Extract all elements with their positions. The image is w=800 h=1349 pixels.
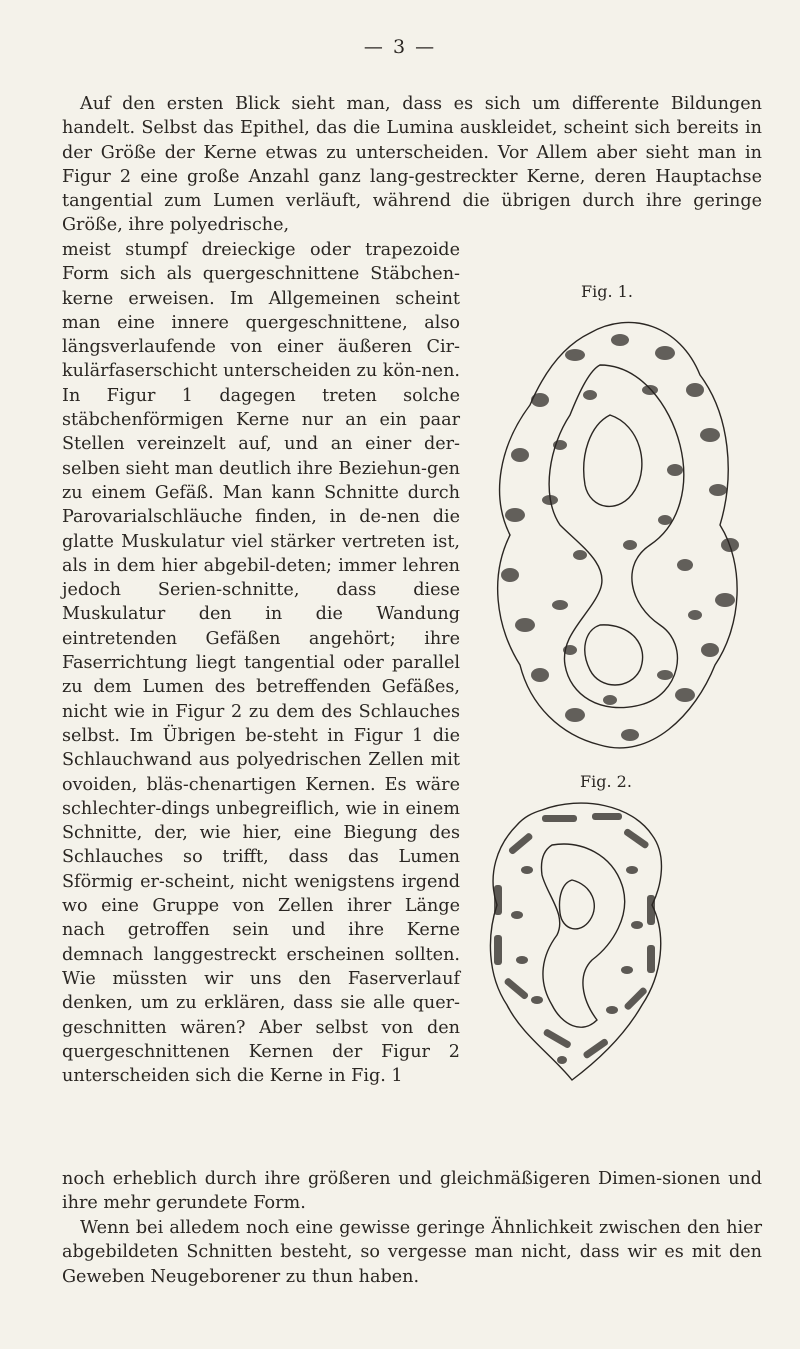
paragraph-1-column-text: meist stumpf dreieckige oder trapezoide Form sich als quergeschnittene Stäbchen-kerne erweisen. Im Allgemeinen scheint man eine innere quergeschnittene, also längsverlaufende von einer äußeren Cir-kulärfaserschicht unterscheiden zu kön-nen. In Figur 1 dagegen treten solche stäbchenförmigen Kerne nur an ein paar Stellen vereinzelt auf, und an einer der-selben sieht man deutlich ihre Beziehun-gen zu einem Gefäß. Man kann Schnitte durch Parovarialschläuche finden, in de-nen die glatte Muskulatur viel stärker vertreten ist, als in dem hier abgebil-deten; immer lehren jedoch Serien-schnitte, dass diese Muskulatur den in die Wandung eintretenden Gefäßen angehört; ihre Faserrichtung liegt tangential oder parallel zu dem Lumen des betreffenden Gefäßes, nicht wie in Figur 2 zu dem des Schlauches selbst. Im Übrigen be-steht in Figur 1 die Schlauchwand aus polyedrischen Zellen mit ovoiden, bläs-chenartigen Kernen. Es wäre schlechter-dings unbegreiflich, wie in einem Schnitte, der, wie hier, eine Biegung des Schlauches so trifft, dass das Lumen Sförmig er-scheint, nicht wenigstens irgend wo eine Gruppe von Zellen ihrer Länge nach getroffen sein und ihre Kerne demnach langgestreckt erscheinen sollten. Wie müssten wir uns den Faserverlauf denken, um zu erklären, dass sie alle quer-geschnitten wären? Aber selbst von den quergeschnittenen Kernen der Figur 2 unterscheiden sich die Kerne in Fig. 1 xyxy=(62,240,460,1087)
paragraph-2 xyxy=(62,1216,762,1289)
figure-2-histology-illustration xyxy=(482,795,672,1085)
paragraph-1-lines: Auf den ersten Blick sieht man, dass es sich um differente Bildungen handelt. Selbst das Epithel, das die Lumina auskleidet, scheint sich bereits in der Größe der Kerne etwas zu unterscheiden. Vor Allem aber sieht man in Figur 2 eine große Anzahl ganz lang-gestreckter Kerne, deren Hauptachse tangential zum Lumen verläuft, während die übrigen durch ihre geringe Größe, ihre polyedrische, xyxy=(62,94,762,236)
paragraph-2-text: Wenn bei alledem noch eine gewisse geringe Ähnlichkeit zwischen den hier abgebildeten Schnitten besteht, so vergesse man nicht, dass wir es mit den Geweben Neugeborener zu thun haben. xyxy=(62,1218,762,1287)
paragraph-1-column xyxy=(62,238,460,1088)
paragraph-1-full-width xyxy=(62,92,762,238)
paragraph-1-tail xyxy=(62,1167,762,1216)
paragraph-1-tail-text: noch erheblich durch ihre größeren und gleichmäßigeren Dimen-sionen und ihre mehr gerundete Form. xyxy=(62,1169,762,1214)
page-number: — 3 — xyxy=(363,36,437,58)
figure-2-label: Fig. 2. xyxy=(580,772,632,791)
figure-1-histology-illustration xyxy=(480,305,750,770)
figure-1-label: Fig. 1. xyxy=(581,282,633,301)
